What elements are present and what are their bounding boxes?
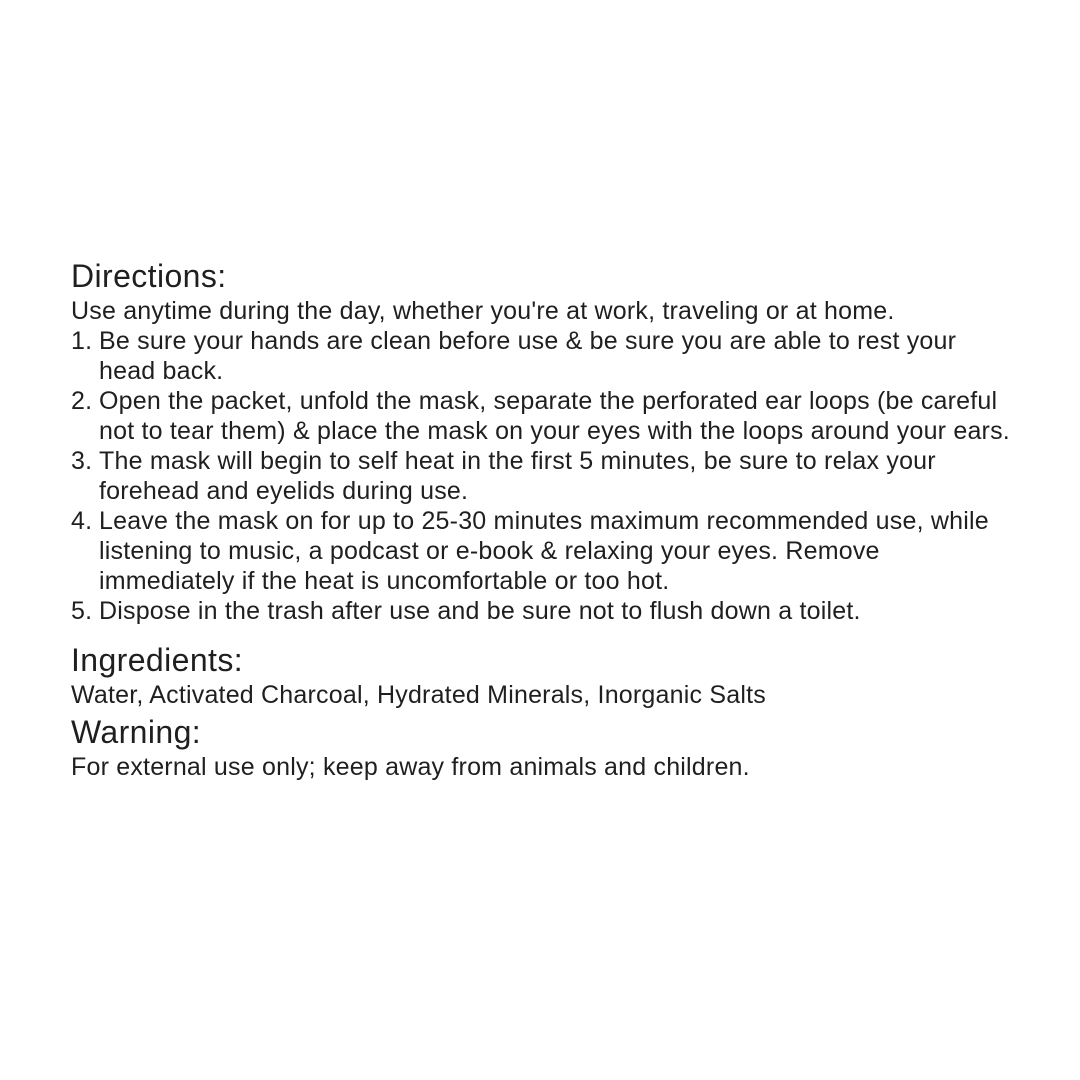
directions-section: [71, 256, 1015, 626]
item-text: Dispose in the trash after use and be sure not to flush down a toilet.: [99, 597, 861, 625]
directions-item-3: [71, 446, 1015, 506]
directions-intro: Use anytime during the day, whether you're at work, traveling or at home.: [71, 297, 895, 325]
directions-item-1: [71, 326, 1015, 386]
directions-item-4: [71, 506, 1015, 596]
item-number: 1.: [71, 327, 93, 355]
directions-item-2: [71, 386, 1015, 446]
item-text: Be sure your hands are clean before use & be sure you are able to rest your head back.: [99, 327, 957, 385]
ingredients-text: Water, Activated Charcoal, Hydrated Minerals, Inorganic Salts: [71, 681, 766, 709]
item-number: 5.: [71, 597, 93, 625]
ingredients-section: [71, 640, 1015, 710]
warning-heading: Warning:: [71, 714, 202, 750]
item-number: 4.: [71, 507, 93, 535]
directions-heading: Directions:: [71, 258, 227, 294]
directions-list: [71, 326, 1015, 626]
warning-text: For external use only; keep away from animals and children.: [71, 753, 750, 781]
item-text: The mask will begin to self heat in the first 5 minutes, be sure to relax your forehead and eyelids during use.: [99, 447, 936, 505]
item-text: Open the packet, unfold the mask, separate the perforated ear loops (be careful not to tear them) & place the mask on your eyes with the loops around your ears.: [99, 387, 1010, 445]
item-number: 2.: [71, 387, 93, 415]
product-label: [71, 256, 1015, 782]
warning-section: [71, 712, 1015, 782]
item-text: Leave the mask on for up to 25-30 minutes maximum recommended use, while listening to music, a podcast or e-book & relaxing your eyes. Remove immediately if the heat is uncomfortable or too hot.: [99, 507, 989, 595]
directions-item-5: [71, 596, 1015, 626]
item-number: 3.: [71, 447, 93, 475]
ingredients-heading: Ingredients:: [71, 642, 244, 678]
